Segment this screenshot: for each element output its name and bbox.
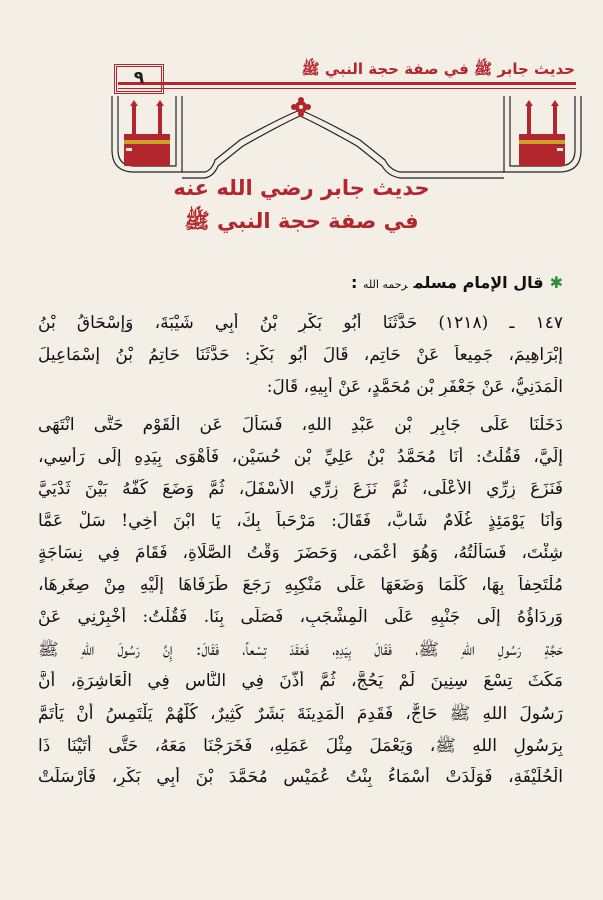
body-line-15: الْحُلَيْفَةِ، فَوَلَدَتْ أَسْمَاءُ بِنْتُ عُمَيْسٍ مُحَمَّدَ بْنَ أَبِي بَكْرٍ، فَأَرْسَلَتْ	[38, 767, 563, 787]
body-line-14: بِرَسُولِ اللهِ ﷺ، وَيَعْمَلَ مِثْلَ عَمَلِهِ، فَخَرَجْنَا مَعَهُ، حَتَّى أَتَيْنَا ذَا	[38, 736, 563, 756]
body-line-4: دَخَلْنَا عَلَى جَابِرِ بْنِ عَبْدِ اللهِ، فَسَأَلَ عَنِ الْقَوْمِ حَتَّى انْتَهَى	[38, 415, 563, 435]
body-line-10: وَرِدَاؤُهُ إِلَى جَنْبِهِ عَلَى الْمِشْجَبِ، فَصَلَّى بِنَا. فَقُلْتُ: أَخْبِرْنِي عَنْ	[38, 607, 563, 627]
running-title: حديث جابر ﷺ في صفة حجة النبي ﷺ	[301, 60, 575, 78]
chapter-title-line2: في صفة حجة النبي ﷺ	[184, 209, 419, 233]
body-line-12: مَكَثَ تِسْعَ سِنِينَ لَمْ يَحُجَّ، ثُمَّ أَذَّنَ فِي النَّاسِ فِي الْعَاشِرَةِ، أَنَّ	[38, 671, 563, 691]
ornament-icon	[290, 96, 312, 118]
intro-colon: :	[351, 273, 364, 292]
intro-line	[43, 273, 563, 292]
intro-text: قال الإمام مسلم	[413, 273, 544, 292]
body-line-6: فَنَزَعَ زِرِّي الأَعْلَى، ثُمَّ نَزَعَ زِرِّي الأَسْفَلَ، ثُمَّ وَضَعَ كَفَّهُ بَيْنَ ثَدْيَيَّ	[38, 479, 563, 499]
body-line-7: وَأَنَا يَوْمَئِذٍ غُلَامٌ شَابٌّ، فَقَالَ: مَرْحَباً بِكَ، يَا ابْنَ أَخِي! سَلْ عَمَّا	[38, 511, 563, 531]
body-line-3: الْمَدَنِيُّ، عَنْ جَعْفَرِ بْنِ مُحَمَّدٍ، عَنْ أَبِيهِ، قَالَ:	[266, 377, 563, 397]
kaaba-right-icon	[517, 100, 567, 170]
chapter-title-line1: حديث جابر رضي الله عنه	[173, 176, 430, 200]
body-line-13: رَسُولَ اللهِ ﷺ حَاجٌّ، فَقَدِمَ الْمَدِينَةَ بَشَرٌ كَثِيرٌ، كُلُّهُمْ يَلْتَمِسُ أَنْ يَأْتَمَّ	[38, 704, 563, 724]
kaaba-left-icon	[122, 100, 172, 170]
honorific: رحمه الله	[363, 278, 408, 291]
body-line-1: ١٤٧ ـ (١٢١٨) حَدَّثَنَا أَبُو بَكْرِ بْنُ أَبِي شَيْبَةَ، وَإِسْحَاقُ بْنُ	[38, 313, 563, 333]
body-line-11: حَجَّةِ رَسُولِ اللهِ ﷺ، فَقَالَ بِيَدِهِ، فَعَقَدَ تِسْعاً، فَقَالَ: إِنَّ رَسُولَ اللهِ ﷺ	[38, 640, 563, 660]
page-number: ٩	[114, 64, 164, 94]
body-line-8: شِئْتَ، فَسَأَلْتُهُ، وَهُوَ أَعْمَى، وَحَضَرَ وَقْتُ الصَّلَاةِ، فَقَامَ فِي نِسَاجَةٍ	[38, 543, 563, 563]
body-line-2: إِبْرَاهِيمَ، جَمِيعاً عَنْ حَاتِمٍ، قَالَ أَبُو بَكْرٍ: حَدَّثَنَا حَاتِمُ بْنُ إِسْمَاعِيلَ	[38, 345, 563, 365]
body-line-5: إِلَيَّ، فَقُلْتُ: أَنَا مُحَمَّدُ بْنُ عَلِيِّ بْنِ حُسَيْنٍ، فَأَهْوَى بِيَدِهِ إِلَى رَأْسِي،	[38, 447, 563, 467]
body-line-9: مُلْتَحِفاً بِهَا، كُلَّمَا وَضَعَهَا عَلَى مَنْكِبِهِ رَجَعَ طَرَفَاهَا إِلَيْهِ مِنْ صِغَرِهَا،	[38, 575, 563, 595]
bullet-star-icon: ✱	[549, 273, 563, 292]
